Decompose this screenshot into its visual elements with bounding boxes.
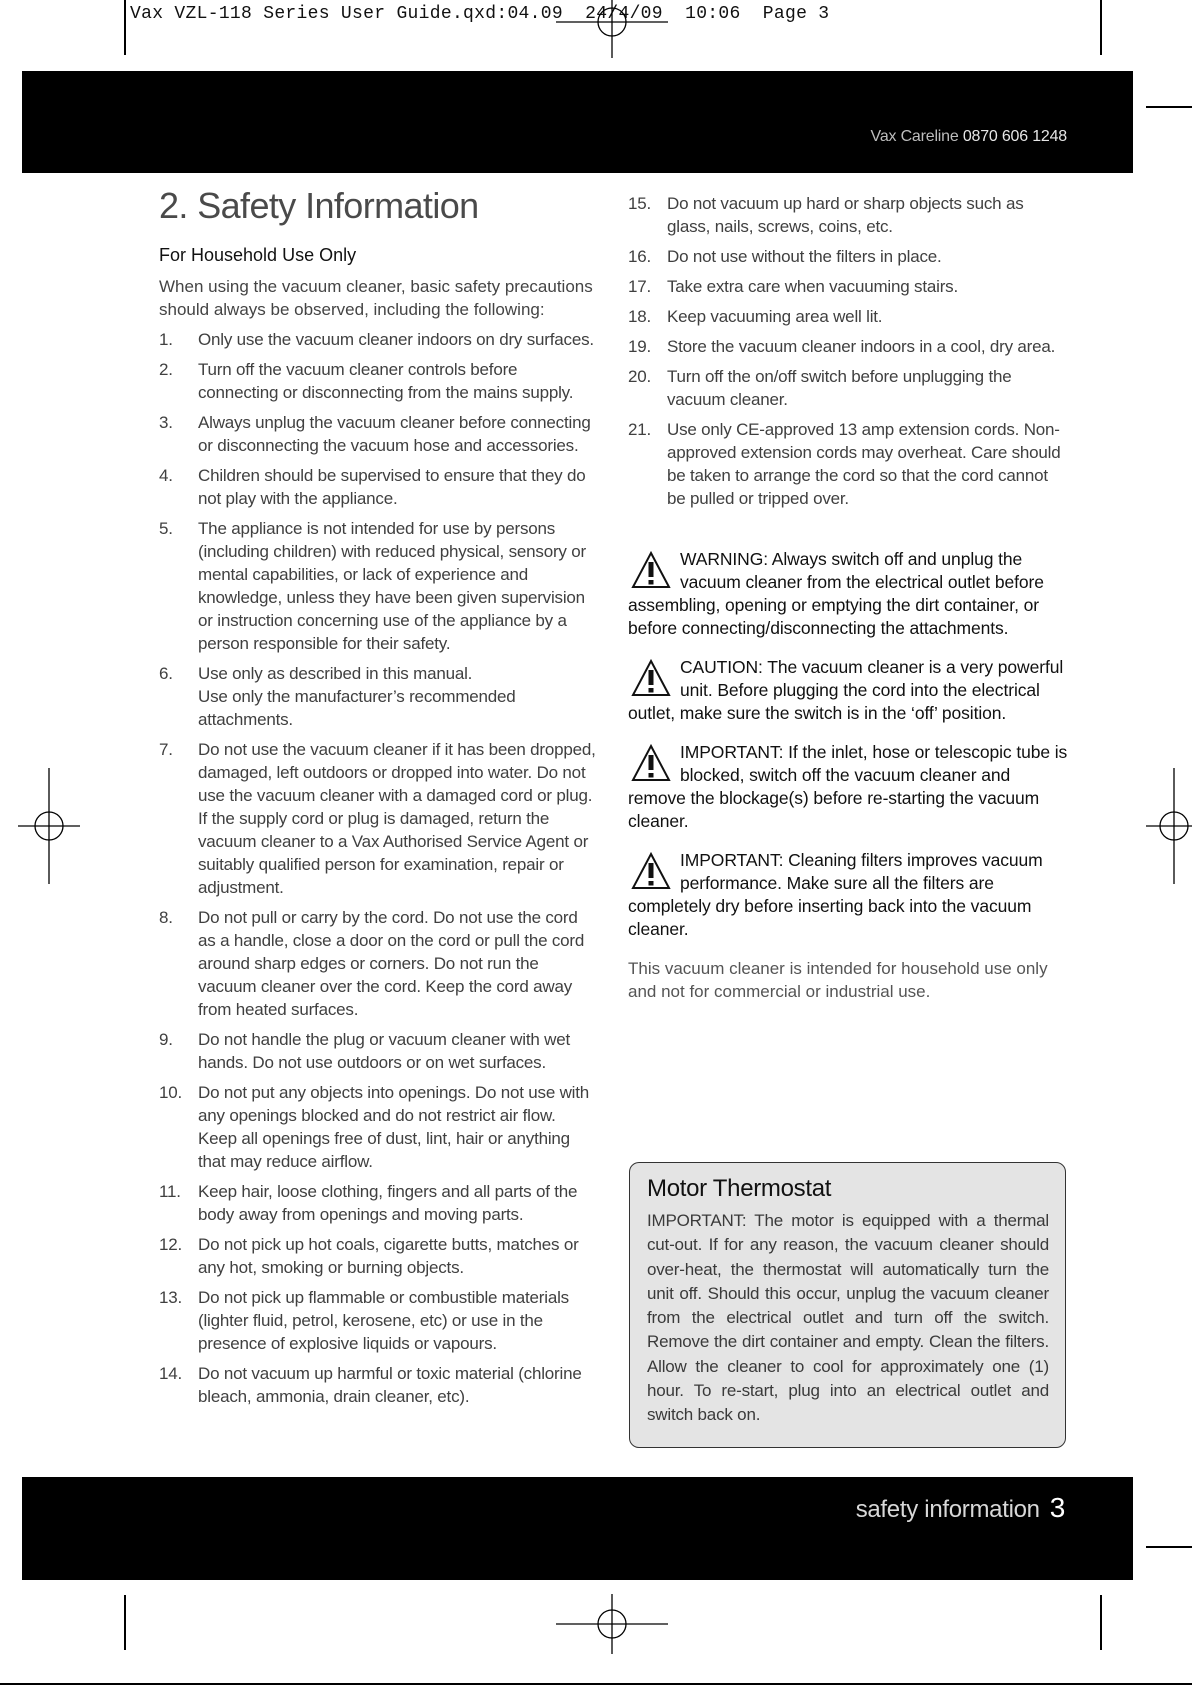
list-item-number: 17. <box>628 277 652 296</box>
list-item-text: Do not pick up flammable or combustible materials (lighter fluid, petrol, kerosene, etc) or use in the presence of explosive liquids or vapours. <box>198 1288 569 1353</box>
list-item <box>628 365 1070 411</box>
list-item-text: Keep vacuuming area well lit. <box>667 307 883 326</box>
footer-section-name: safety information <box>855 1496 1040 1523</box>
list-item-text: Do not pick up hot coals, cigarette butts, matches or any hot, smoking or burning objects. <box>198 1235 579 1277</box>
list-item-text: Do not handle the plug or vacuum cleaner with wet hands. Do not use outdoors or on wet surfaces. <box>198 1030 570 1072</box>
safety-rules-list <box>159 328 599 1408</box>
crop-mark <box>1146 106 1192 108</box>
list-item <box>159 411 599 457</box>
list-item-number: 21. <box>628 420 652 439</box>
left-column <box>159 185 599 1415</box>
list-item-number: 11. <box>159 1182 181 1201</box>
list-item-number: 16. <box>628 247 652 266</box>
list-item-number: 14. <box>159 1364 183 1383</box>
crop-mark <box>1100 1595 1102 1650</box>
list-item-number: 4. <box>159 466 173 485</box>
list-item <box>159 738 599 899</box>
list-item-number: 9. <box>159 1030 173 1049</box>
list-item-number: 18. <box>628 307 652 326</box>
careline <box>871 128 1067 146</box>
print-slug: Vax VZL-118 Series User Guide.qxd:04.09 24/4/09 10:06 Page 3 <box>130 4 830 24</box>
list-item-text: Do not use without the filters in place. <box>667 247 942 266</box>
list-item <box>159 662 599 731</box>
list-item-text: Always unplug the vacuum cleaner before connecting or disconnecting the vacuum hose and accessories. <box>198 413 591 455</box>
list-item-text: Take extra care when vacuuming stairs. <box>667 277 958 296</box>
list-item <box>628 245 1070 268</box>
list-item-text: Keep hair, loose clothing, fingers and all parts of the body away from openings and moving parts. <box>198 1182 578 1224</box>
list-item <box>159 464 599 510</box>
household-use-note: This vacuum cleaner is intended for household use only and not for commercial or industrial use. <box>628 959 1048 1001</box>
list-item-text: Use only CE-approved 13 amp extension cords. Non-approved extension cords may overheat. Care should be taken to arrange the cord so that the cord cannot be pulled or tripped over. <box>667 420 1061 508</box>
warning-triangle-icon <box>630 658 672 698</box>
list-item-text: Do not put any objects into openings. Do not use with any openings blocked and do not restrict air flow. Keep all openings free of dust, lint, hair or anything that may reduce airflow. <box>198 1083 590 1171</box>
notice-text: IMPORTANT: If the inlet, hose or telescopic tube is blocked, switch off the vacuum cleaner and remove the blockage(s) before re-starting the vacuum cleaner. <box>628 742 1068 831</box>
crop-mark <box>1100 0 1102 55</box>
panel-body: IMPORTANT: The motor is equipped with a thermal cut-out. If for any reason, the vacuum cleaner should over-heat, the thermostat will automatically turn the unit off. Should this occur, unplug the vacuum cleaner from the electrical outlet and turn off the switch. Remove the dirt container and empty. Clean the filters. Allow the cleaner to cool for approximately one (1) hour. To re-start, plug into an electrical outlet and switch back on. <box>647 1211 1049 1425</box>
list-item-text: Turn off the on/off switch before unplugging the vacuum cleaner. <box>667 367 1012 409</box>
list-item-text: Do not vacuum up hard or sharp objects such as glass, nails, screws, coins, etc. <box>667 194 1024 236</box>
careline-number: 0870 606 1248 <box>962 128 1067 145</box>
footer-section-label <box>856 1492 1065 1524</box>
warning-triangle-icon <box>630 851 672 891</box>
list-item <box>628 192 1070 238</box>
safety-notice <box>628 548 1070 640</box>
list-item-text: Do not use the vacuum cleaner if it has been dropped, damaged, left outdoors or dropped into water. Do not use the vacuum cleaner with a damaged cord or plug. If the supply cord or plug is damaged, return the vacuum cleaner to a Vax Authorised Service Agent or suitably qualified person for examination, repair or adjustment. <box>198 740 596 897</box>
list-item-text: Do not pull or carry by the cord. Do not use the cord as a handle, close a door on the cord or pull the cord around sharp edges or corners. Do not run the vacuum cleaner over the cord. Keep the cord away from heated surfaces. <box>198 908 585 1019</box>
crop-mark <box>124 1595 126 1650</box>
safety-rules-list <box>628 192 1070 510</box>
list-item <box>159 1180 599 1226</box>
safety-notice <box>628 656 1070 725</box>
list-item-number: 3. <box>159 413 173 432</box>
warning-triangle-icon <box>630 550 672 590</box>
registration-mark-icon <box>556 1594 668 1654</box>
list-item <box>628 305 1070 328</box>
list-item-number: 8. <box>159 908 173 927</box>
list-item <box>159 517 599 655</box>
page-title: 2. Safety Information <box>159 185 479 226</box>
registration-mark-icon <box>1146 768 1192 884</box>
notice-text: CAUTION: The vacuum cleaner is a very powerful unit. Before plugging the cord into the electrical outlet, make sure the switch is in the ‘off’ position. <box>628 657 1064 723</box>
careline-label: Vax Careline <box>870 128 959 145</box>
list-item-number: 5. <box>159 519 173 538</box>
list-item-number: 10. <box>159 1083 183 1102</box>
list-item <box>159 328 599 351</box>
crop-mark <box>0 1683 1192 1685</box>
section-subheading: For Household Use Only <box>159 245 357 265</box>
list-item-text: Use only the manufacturer’s recommended attachments. <box>198 687 516 729</box>
list-item <box>628 275 1070 298</box>
list-item <box>159 358 599 404</box>
motor-thermostat-panel <box>629 1162 1066 1448</box>
registration-mark-icon <box>556 0 668 58</box>
registration-mark-icon <box>18 768 80 884</box>
header-band <box>22 71 1133 173</box>
list-item-number: 1. <box>159 330 173 349</box>
crop-mark <box>124 0 126 55</box>
list-item-number: 2. <box>159 360 173 379</box>
list-item-text: Children should be supervised to ensure that they do not play with the appliance. <box>198 466 586 508</box>
list-item-text: The appliance is not intended for use by persons (including children) with reduced physical, sensory or mental capabilities, or lack of experience and knowledge, unless they have been given supervision or instruction concerning use of the appliance by a person responsible for their safety. <box>198 519 586 653</box>
list-item <box>159 1081 599 1173</box>
list-item-number: 20. <box>628 367 652 386</box>
list-item <box>628 418 1070 510</box>
safety-notice <box>628 741 1070 833</box>
list-item-number: 6. <box>159 664 173 683</box>
list-item <box>159 1028 599 1074</box>
intro-paragraph: When using the vacuum cleaner, basic safety precautions should always be observed, including the following: <box>159 277 593 319</box>
list-item-number: 15. <box>628 194 652 213</box>
list-item-text: Store the vacuum cleaner indoors in a cool, dry area. <box>667 337 1056 356</box>
list-item-text: Turn off the vacuum cleaner controls before connecting or disconnecting from the mains supply. <box>198 360 574 402</box>
list-item-number: 7. <box>159 740 173 759</box>
notice-text: IMPORTANT: Cleaning filters improves vacuum performance. Make sure all the filters are completely dry before inserting back into the vacuum cleaner. <box>628 850 1043 939</box>
list-item-text: Only use the vacuum cleaner indoors on dry surfaces. <box>198 330 594 349</box>
list-item-text: Do not vacuum up harmful or toxic material (chlorine bleach, ammonia, drain cleaner, etc). <box>198 1364 582 1406</box>
safety-notice <box>628 849 1070 941</box>
list-item-number: 19. <box>628 337 652 356</box>
notice-text: WARNING: Always switch off and unplug the vacuum cleaner from the electrical outlet before assembling, opening or emptying the dirt container, or before connecting/disconnecting the attachments. <box>628 549 1044 638</box>
list-item <box>159 1233 599 1279</box>
safety-notices <box>628 548 1070 941</box>
list-item <box>159 1362 599 1408</box>
right-column <box>628 192 1070 1003</box>
list-item-number: 12. <box>159 1235 183 1254</box>
panel-title: Motor Thermostat <box>647 1175 832 1202</box>
list-item <box>159 906 599 1021</box>
crop-mark <box>1146 1546 1192 1548</box>
warning-triangle-icon <box>630 743 672 783</box>
list-item <box>159 1286 599 1355</box>
list-item-text: Use only as described in this manual. <box>198 664 473 683</box>
list-item-number: 13. <box>159 1288 183 1307</box>
page-number: 3 <box>1049 1492 1065 1523</box>
list-item <box>628 335 1070 358</box>
